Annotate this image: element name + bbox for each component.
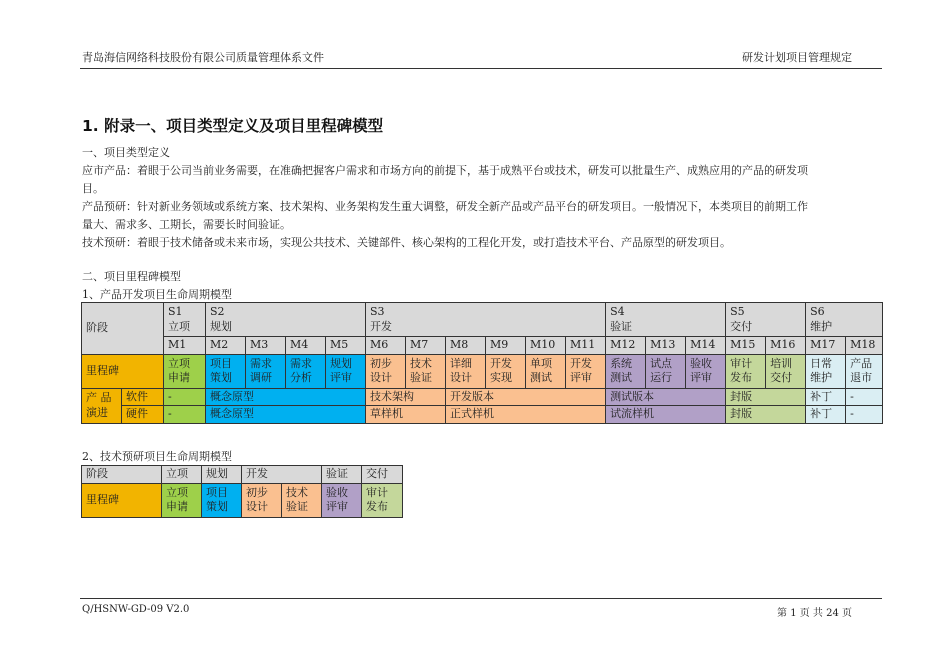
t2-milestone-name: 审计 发布 [362, 483, 403, 517]
stage-s2: S2 规划 [206, 303, 366, 337]
milestone-code: M7 [406, 337, 446, 355]
paragraph-market-product-cont: 目。 [82, 182, 104, 195]
section2-headings [82, 268, 872, 304]
hardware-s2: 概念原型 [206, 406, 366, 424]
milestone-code: M9 [486, 337, 526, 355]
stage-s3: S3 开发 [366, 303, 606, 337]
stage-s5: S5 交付 [726, 303, 806, 337]
milestone-code: M5 [326, 337, 366, 355]
milestone-code: M16 [766, 337, 806, 355]
heading-tech-lifecycle: 2、技术预研项目生命周期模型 [82, 450, 232, 463]
heading-type-definition: 一、项目类型定义 [82, 146, 170, 159]
hardware-label: 硬件 [122, 406, 164, 424]
milestone-name: 技术 验证 [406, 354, 446, 388]
heading-product-lifecycle: 1、产品开发项目生命周期模型 [82, 288, 232, 301]
milestone-name: 需求 分析 [286, 354, 326, 388]
milestone-name: 系统 测试 [606, 354, 646, 388]
milestone-code: M15 [726, 337, 766, 355]
hardware-s6-patch: 补丁 [806, 406, 846, 424]
t2-milestone-name: 项目 策划 [202, 483, 242, 517]
milestone-name: 开发 评审 [566, 354, 606, 388]
milestone-code: M1 [164, 337, 206, 355]
hardware-s6-end: - [846, 406, 883, 424]
hardware-s1: - [164, 406, 206, 424]
header-company: 青岛海信网络科技股份有限公司质量管理体系文件 [82, 51, 324, 64]
t2-stage-develop: 开发 [242, 466, 322, 484]
t2-stage-header: 阶段 [82, 466, 162, 484]
body-text [82, 144, 872, 252]
milestone-name: 审计 发布 [726, 354, 766, 388]
software-s2: 概念原型 [206, 388, 366, 406]
milestone-code: M12 [606, 337, 646, 355]
t2-milestone-name: 初步 设计 [242, 483, 282, 517]
software-s5: 封版 [726, 388, 806, 406]
header-rule [80, 68, 882, 69]
paragraph-market-product: 应市产品：着眼于公司当前业务需要，在准确把握客户需求和市场方向的前提下，基于成熟平台或技术，研发可以批量生产、成熟应用的产品的研发项 [82, 164, 808, 177]
software-s6-end: - [846, 388, 883, 406]
t2-milestone-header: 里程碑 [82, 483, 162, 517]
t2-stage-deliver: 交付 [362, 466, 403, 484]
milestone-code: M14 [686, 337, 726, 355]
t2-stage-plan: 规划 [202, 466, 242, 484]
t2-milestone-name: 技术 验证 [282, 483, 322, 517]
milestone-header: 里程碑 [82, 354, 164, 388]
paragraph-tech-research: 技术预研：着眼于技术储备或未来市场，实现公共技术、关键部件、核心架构的工程化开发，或打造技术平台、产品原型的研发项目。 [82, 236, 731, 249]
hardware-s3-formal: 正式样机 [446, 406, 606, 424]
milestone-name: 单项 测试 [526, 354, 566, 388]
milestone-code: M11 [566, 337, 606, 355]
milestone-name: 初步 设计 [366, 354, 406, 388]
evolution-header: 产 品 演进 [82, 388, 122, 423]
milestone-code: M8 [446, 337, 486, 355]
milestone-name: 需求 调研 [246, 354, 286, 388]
milestone-code: M2 [206, 337, 246, 355]
software-s3-arch: 技术架构 [366, 388, 446, 406]
hardware-s3-draft: 草样机 [366, 406, 446, 424]
stage-s4: S4 验证 [606, 303, 726, 337]
milestone-code: M6 [366, 337, 406, 355]
header-doc-title: 研发计划项目管理规定 [742, 51, 852, 64]
footer-rule [80, 598, 882, 599]
milestone-name: 培训 交付 [766, 354, 806, 388]
milestone-name: 立项 申请 [164, 354, 206, 388]
t2-milestone-name: 验收 评审 [322, 483, 362, 517]
software-label: 软件 [122, 388, 164, 406]
milestone-code: M3 [246, 337, 286, 355]
footer-page-number: 第 1 页 共 24 页 [777, 608, 852, 619]
milestone-name: 产品 退市 [846, 354, 883, 388]
milestone-code: M4 [286, 337, 326, 355]
milestone-name: 验收 评审 [686, 354, 726, 388]
t2-stage-setup: 立项 [162, 466, 202, 484]
paragraph-product-research-cont: 量大、需求多、工期长，需要长时间验证。 [82, 218, 291, 231]
milestone-code: M18 [846, 337, 883, 355]
t2-stage-verify: 验证 [322, 466, 362, 484]
milestone-name: 规划 评审 [326, 354, 366, 388]
stage-s1: S1 立项 [164, 303, 206, 337]
tech-lifecycle-table [81, 465, 403, 518]
footer-doc-code: Q/HSNW-GD-09 V2.0 [82, 604, 190, 615]
heading-milestone-model: 二、项目里程碑模型 [82, 270, 181, 283]
stage-header: 阶段 [82, 303, 164, 355]
t2-milestone-name: 立项 申请 [162, 483, 202, 517]
paragraph-product-research: 产品预研：针对新业务领域或系统方案、技术架构、业务架构发生重大调整，研发全新产品或产品平台的研发项目。一般情况下，本类项目的前期工作 [82, 200, 808, 213]
hardware-s4: 试流样机 [606, 406, 726, 424]
software-s4: 测试版本 [606, 388, 726, 406]
stage-s6: S6 维护 [806, 303, 883, 337]
milestone-code: M13 [646, 337, 686, 355]
section-title: 1. 附录一、项目类型定义及项目里程碑模型 [82, 117, 384, 135]
software-s1: - [164, 388, 206, 406]
milestone-name: 项目 策划 [206, 354, 246, 388]
product-lifecycle-table [81, 302, 883, 424]
software-s3-dev: 开发版本 [446, 388, 606, 406]
milestone-name: 试点 运行 [646, 354, 686, 388]
milestone-name: 详细 设计 [446, 354, 486, 388]
milestone-name: 日常 维护 [806, 354, 846, 388]
milestone-code: M10 [526, 337, 566, 355]
milestone-code: M17 [806, 337, 846, 355]
software-s6-patch: 补丁 [806, 388, 846, 406]
hardware-s5: 封版 [726, 406, 806, 424]
milestone-name: 开发 实现 [486, 354, 526, 388]
